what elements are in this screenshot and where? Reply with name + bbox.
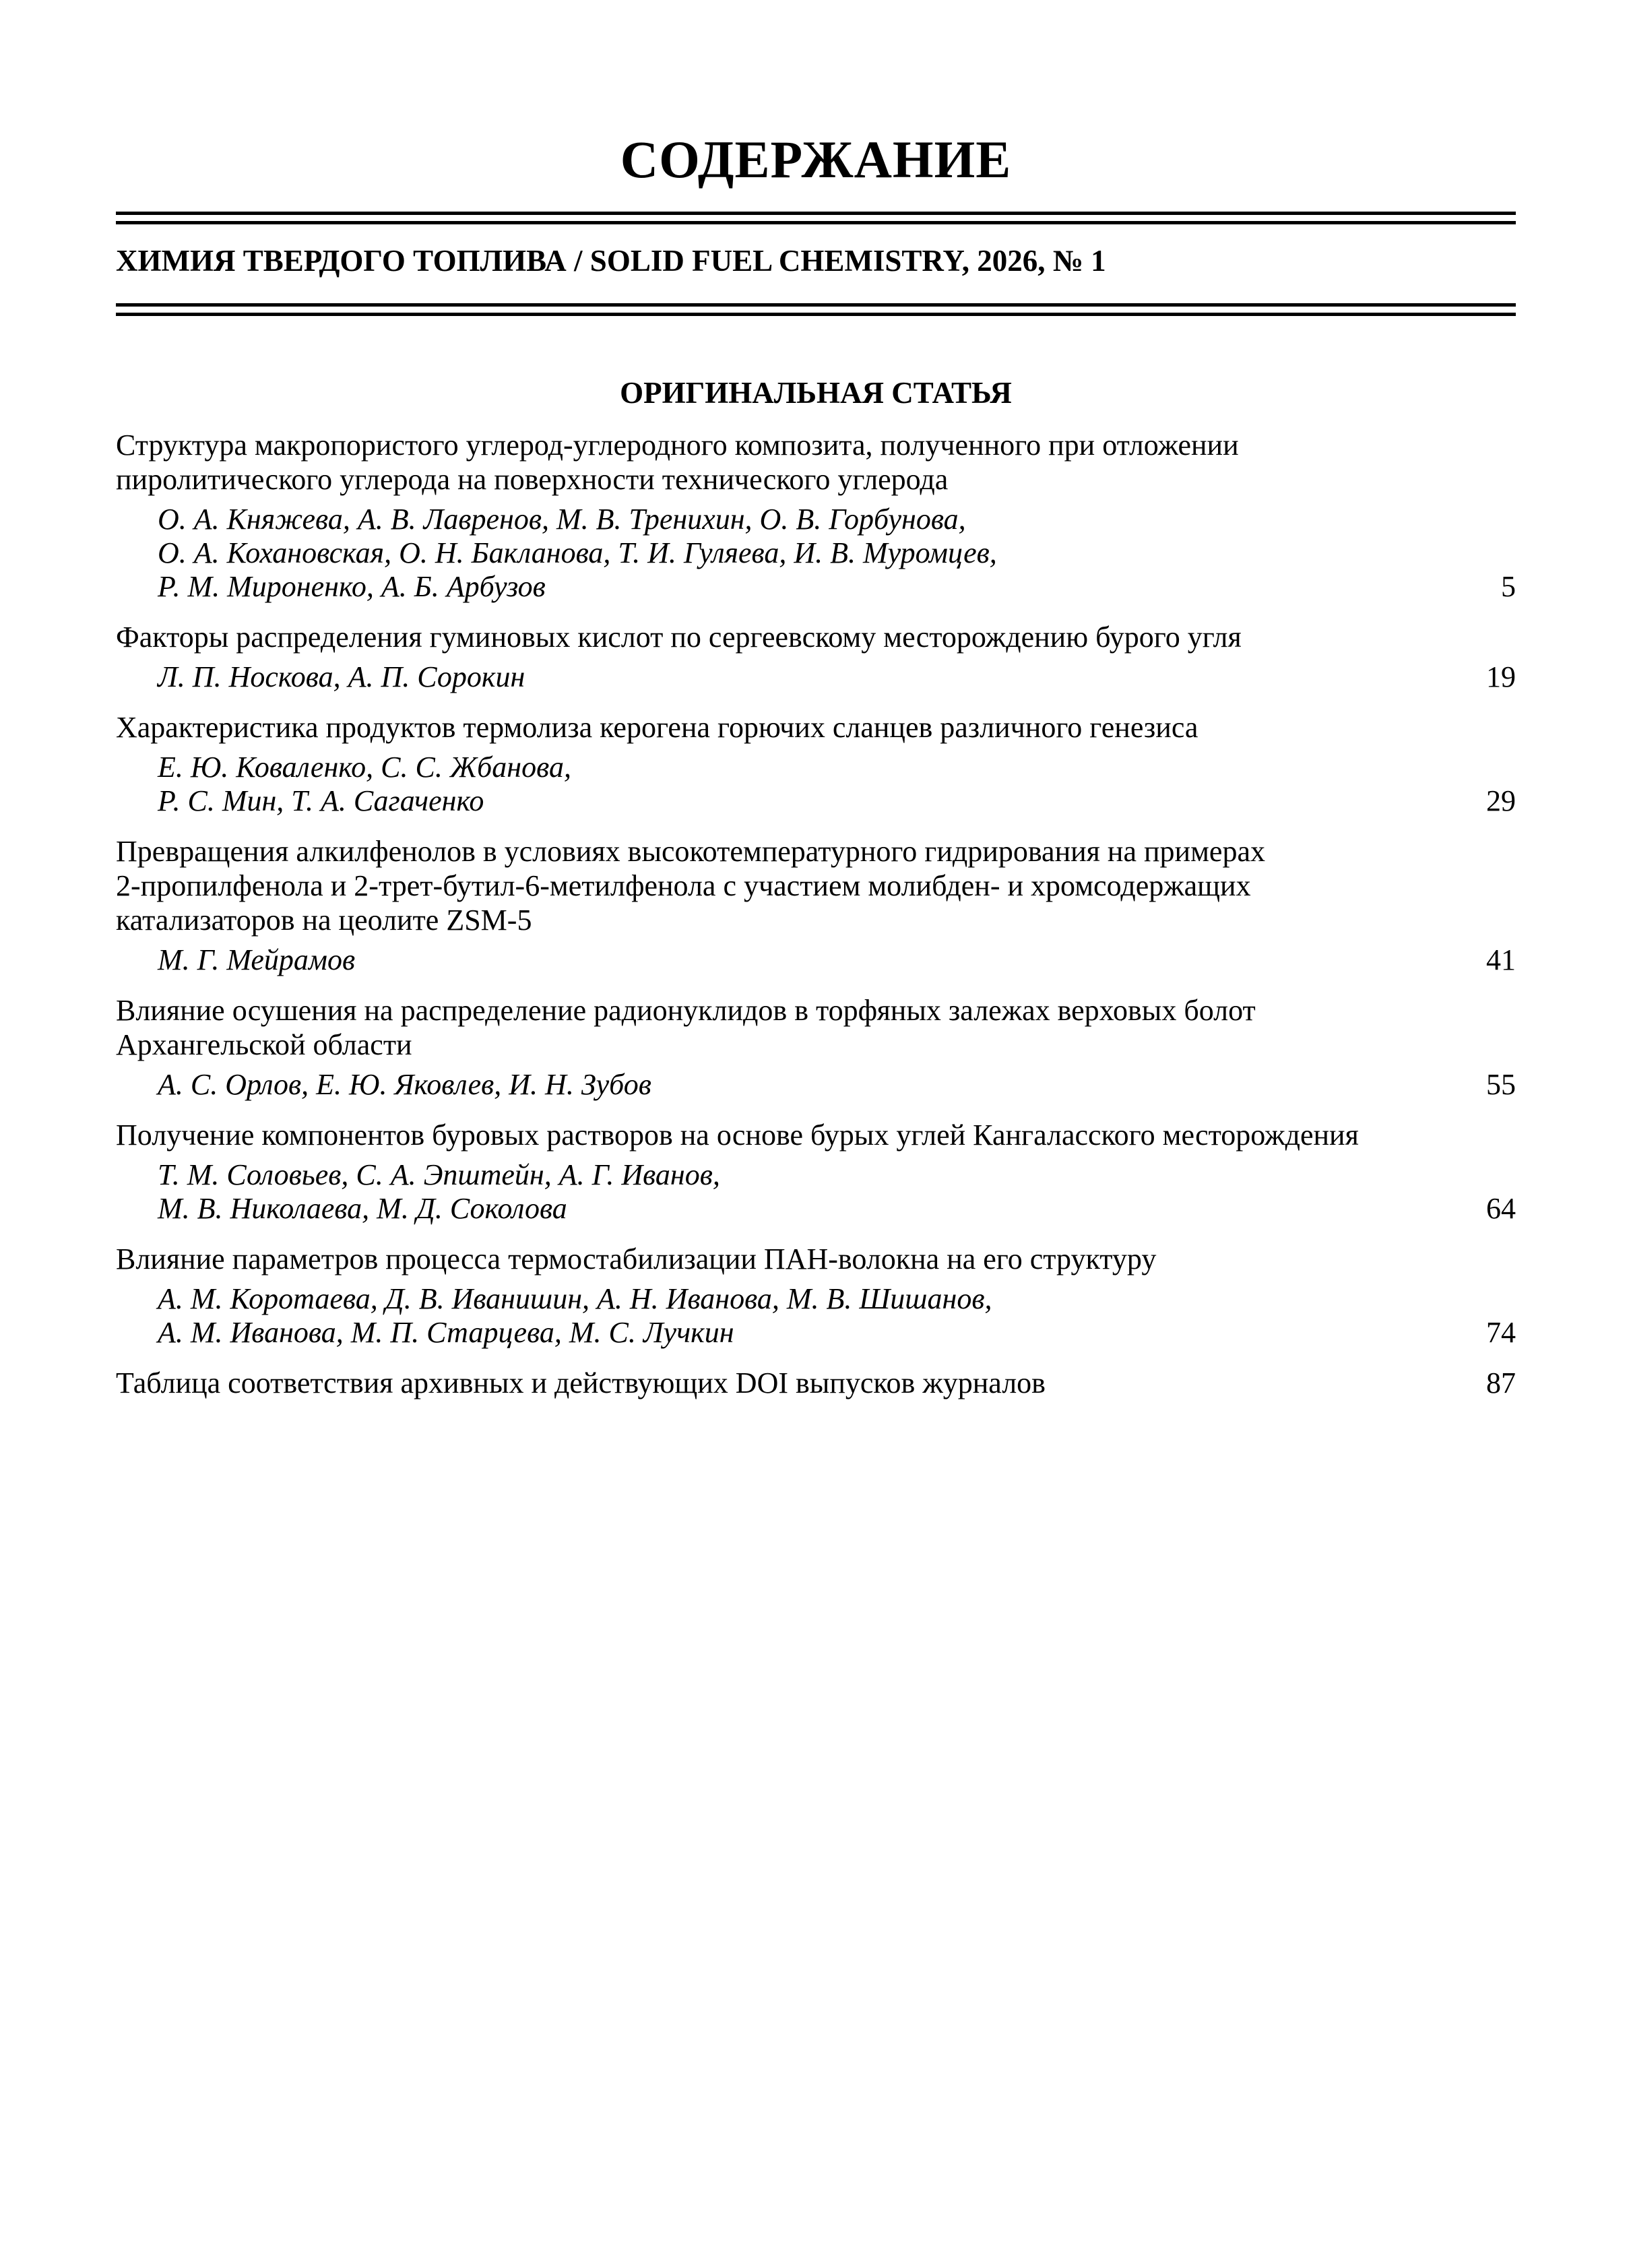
title-line: Факторы распределения гуминовых кислот по сергеевскому месторождению бурого угля [116,621,1242,654]
page-number: 74 [1486,1316,1516,1349]
page-number: 55 [1486,1068,1516,1101]
author-line: А. М. Коротаева, Д. В. Иванишин, А. Н. Иванова, М. В. Шишанов, [158,1282,992,1315]
article-title [116,834,1459,937]
double-rule-top [116,212,1516,224]
author-line: А. М. Иванова, М. П. Старцева, М. С. Лучкин [158,1316,734,1349]
toc-entry [116,710,1516,818]
entry-main [116,428,1474,604]
article-authors [158,1282,1459,1350]
section-heading: ОРИГИНАЛЬНАЯ СТАТЬЯ [620,376,1012,410]
article-title [116,1242,1459,1276]
toc-entry [116,993,1516,1102]
title-line: Характеристика продуктов термолиза керогена горючих сланцев различного генезиса [116,711,1198,744]
page-number: 41 [1486,943,1516,976]
article-authors [158,1158,1459,1226]
title-line: катализаторов на цеолите ZSM-5 [116,904,532,937]
title-line: Влияние осушения на распределение радионуклидов в торфяных залежах верховых болот [116,994,1256,1027]
author-line: Р. С. Мин, Т. А. Сагаченко [158,784,484,817]
article-authors [158,943,1459,977]
title-line: Архангельской области [116,1028,412,1061]
author-line: Т. М. Соловьев, С. А. Эпштейн, А. Г. Иванов, [158,1158,720,1191]
author-line: Е. Ю. Коваленко, С. С. Жбанова, [158,751,571,784]
page-number: 87 [1486,1366,1516,1399]
article-title [116,710,1459,745]
toc-entries [116,428,1516,1400]
article-title [116,620,1459,654]
article-authors [158,1068,1459,1102]
title-line: пиролитического углерода на поверхности технического углерода [116,463,949,496]
article-authors [158,660,1459,694]
entry-main [116,993,1459,1102]
entry-main [116,1242,1459,1350]
article-title [116,1366,1459,1400]
toc-content [116,0,1516,1400]
entry-main [116,710,1459,818]
title-line: 2-пропилфенола и 2-трет-бутил-6-метилфенола с участием молибден- и хромсодержащих [116,869,1251,902]
author-line: О. А. Кохановская, О. Н. Бакланова, Т. И. Гуляева, И. В. Муромцев, [158,536,997,569]
page-title: СОДЕРЖАНИЕ [620,130,1012,189]
article-authors [158,503,1474,604]
author-line: М. Г. Мейрамов [158,943,356,976]
page-number: 19 [1486,660,1516,693]
article-title [116,1118,1459,1152]
title-line: Влияние параметров процесса термостабилизации ПАН-волокна на его структуру [116,1242,1157,1275]
entry-main [116,834,1459,977]
article-title [116,428,1474,497]
article-title [116,993,1459,1062]
author-line: М. В. Николаева, М. Д. Соколова [158,1192,567,1225]
toc-entry [116,834,1516,977]
author-line: О. А. Княжева, А. В. Лавренов, М. В. Тренихин, О. В. Горбунова, [158,503,966,536]
toc-entry [116,428,1516,604]
toc-entry [116,620,1516,694]
toc-entry [116,1366,1516,1400]
title-line: Получение компонентов буровых растворов на основе бурых углей Кангаласского месторождения [116,1119,1359,1152]
author-line: Л. П. Носкова, А. П. Сорокин [158,660,525,693]
title-line: Структура макропористого углерод-углеродного композита, полученного при отложении [116,429,1239,462]
article-authors [158,751,1459,818]
toc-entry [116,1242,1516,1350]
journal-header: ХИМИЯ ТВЕРДОГО ТОПЛИВА / SOLID FUEL CHEMISTRY, 2026, № 1 [116,244,1106,278]
toc-entry [116,1118,1516,1226]
page-number: 64 [1486,1192,1516,1225]
title-line: Таблица соответствия архивных и действующих DOI выпусков журналов [116,1366,1046,1399]
entry-main [116,1118,1459,1226]
entry-main [116,620,1459,694]
title-line: Превращения алкилфенолов в условиях высокотемпературного гидрирования на примерах [116,835,1265,868]
author-line: А. С. Орлов, Е. Ю. Яковлев, И. Н. Зубов [158,1068,651,1101]
page-number: 29 [1486,784,1516,817]
page-number: 5 [1501,570,1516,603]
double-rule-under-journal [116,303,1516,316]
author-line: Р. М. Мироненко, А. Б. Арбузов [158,570,546,603]
entry-main [116,1366,1459,1400]
